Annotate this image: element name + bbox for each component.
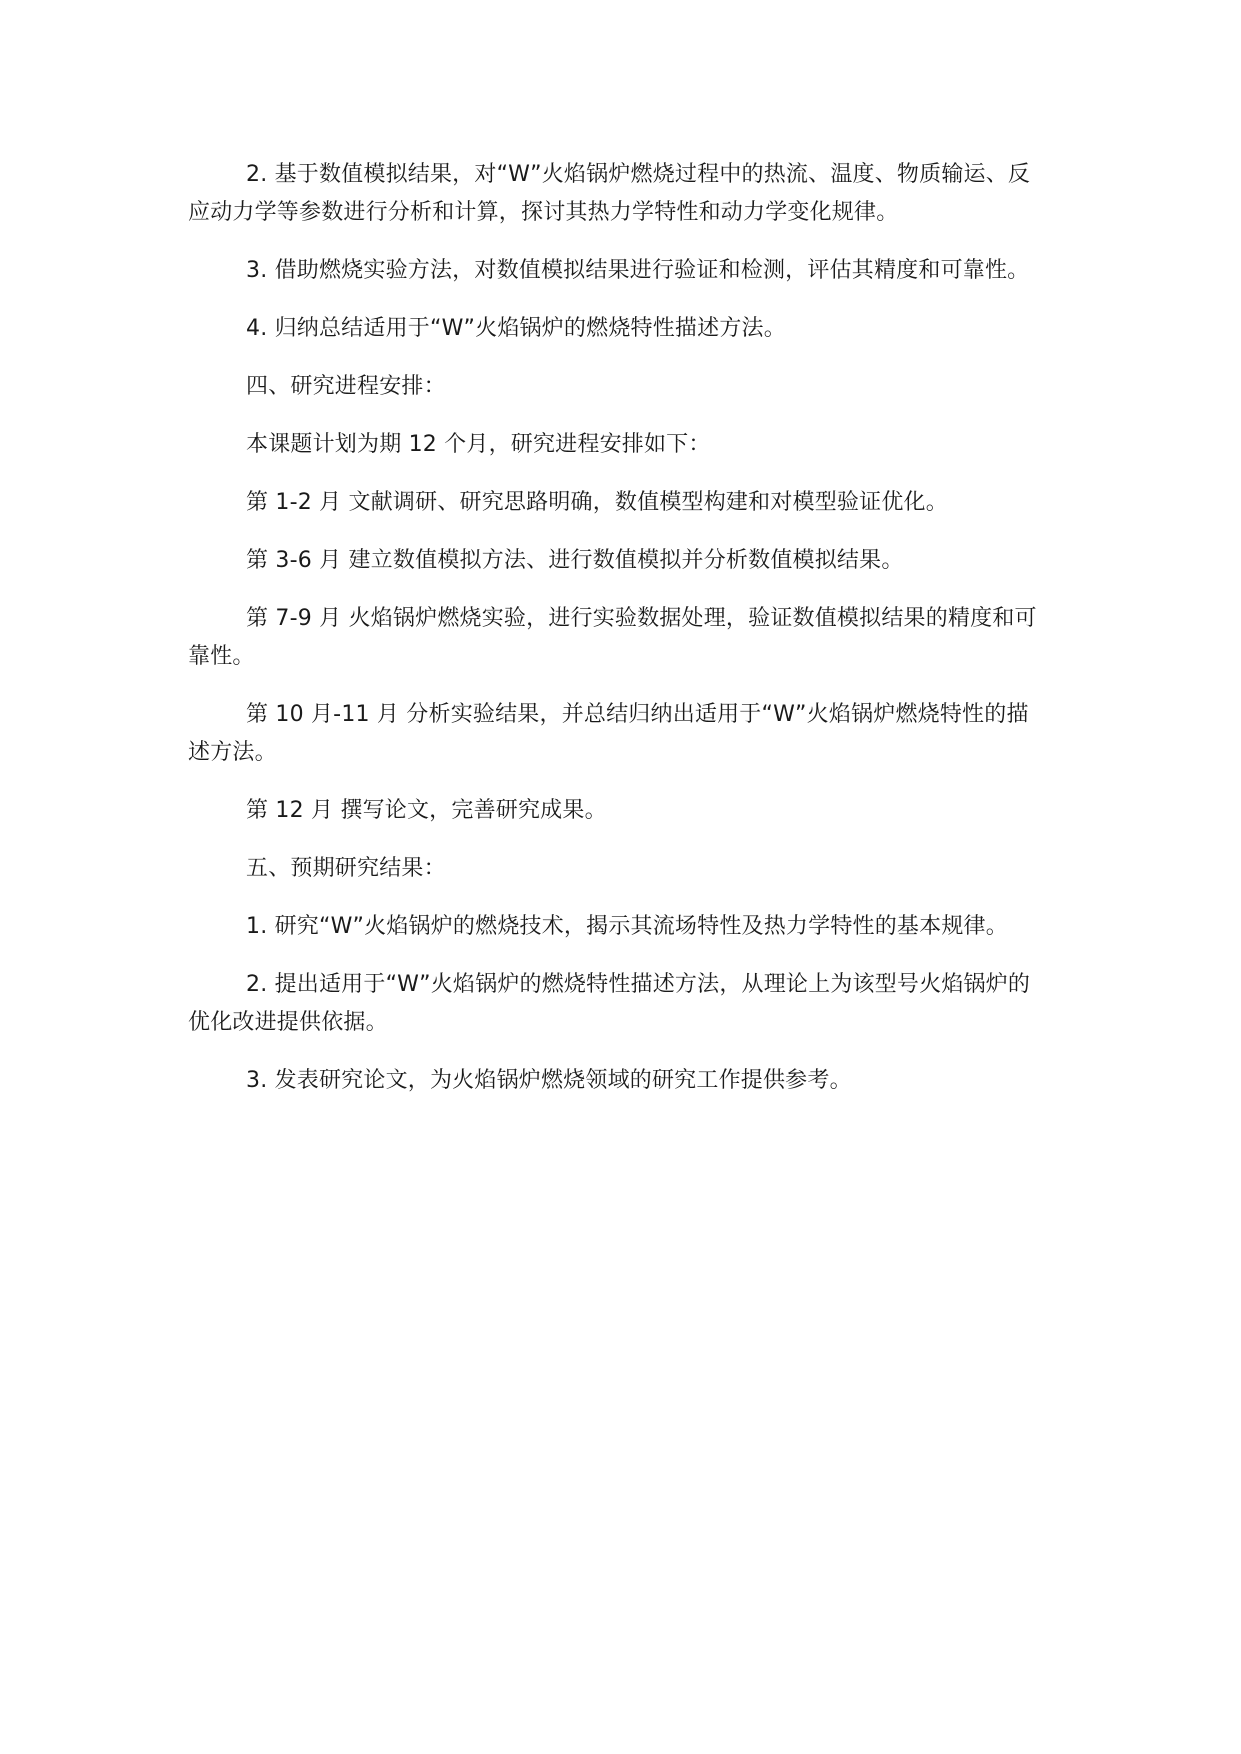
schedule-item-month-12: 第 12 月 撰写论文，完善研究成果。 <box>246 798 607 823</box>
paragraph-schedule-intro: 本课题计划为期 12 个月，研究进程安排如下： <box>246 432 711 457</box>
expected-result-1: 1. 研究“W”火焰锅炉的燃烧技术，揭示其流场特性及热力学特性的基本规律。 <box>246 914 1008 939</box>
schedule-item-month-7-9: 第 7-9 月 火焰锅炉燃烧实验，进行实验数据处理，验证数值模拟结果的精度和可靠性。 <box>188 606 1037 669</box>
section-heading-schedule: 四、研究进程安排： <box>246 374 446 399</box>
paragraph-objective-2: 2. 基于数值模拟结果，对“W”火焰锅炉燃烧过程中的热流、温度、物质输运、反应动力学等参数进行分析和计算，探讨其热力学特性和动力学变化规律。 <box>188 162 1031 225</box>
schedule-item-month-3-6: 第 3-6 月 建立数值模拟方法、进行数值模拟并分析数值模拟结果。 <box>246 548 904 573</box>
document-body <box>188 156 1050 1120</box>
expected-result-2: 2. 提出适用于“W”火焰锅炉的燃烧特性描述方法，从理论上为该型号火焰锅炉的优化改进提供依据。 <box>188 972 1031 1035</box>
section-heading-expected-results: 五、预期研究结果： <box>246 856 446 881</box>
paragraph-objective-4: 4. 归纳总结适用于“W”火焰锅炉的燃烧特性描述方法。 <box>246 316 786 341</box>
schedule-item-month-1-2: 第 1-2 月 文献调研、研究思路明确，数值模型构建和对模型验证优化。 <box>246 490 948 515</box>
paragraph-objective-3: 3. 借助燃烧实验方法，对数值模拟结果进行验证和检测，评估其精度和可靠性。 <box>246 258 1030 283</box>
expected-result-3: 3. 发表研究论文，为火焰锅炉燃烧领域的研究工作提供参考。 <box>246 1068 852 1093</box>
schedule-item-month-10-11: 第 10 月-11 月 分析实验结果，并总结归纳出适用于“W”火焰锅炉燃烧特性的描述方法。 <box>188 702 1029 765</box>
